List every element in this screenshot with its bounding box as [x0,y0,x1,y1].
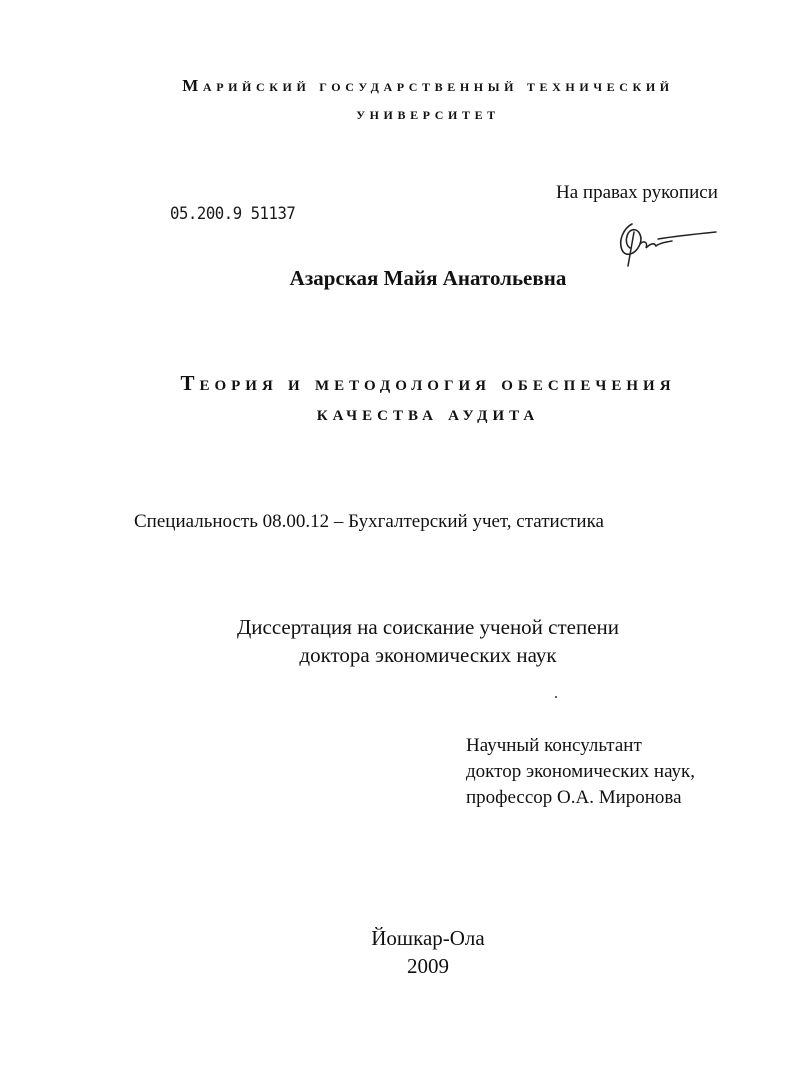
scientific-consultant [466,733,695,811]
university-name [0,72,796,128]
manuscript-rights-label: На правах рукописи [556,182,718,203]
specialty: Специальность 08.00.12 – Бухгалтерский учет, статистика [134,511,604,532]
consultant-line3: профессор О.А. Миронова [466,787,682,808]
place-and-year [0,924,796,980]
registry-number [170,204,295,224]
dissertation-title-line2: качества аудита [316,401,540,425]
signature-icon [610,214,720,270]
registry-number-text: 05.200.9 51137 [170,204,296,224]
university-name-line1: Марийский государственный технический [182,76,674,95]
author-name: Азарская Майя Анатольевна [289,266,567,290]
year: 2009 [407,954,449,978]
degree-statement-line2: доктора экономических наук [299,643,557,667]
university-name-line2: университет [356,104,500,123]
city: Йошкар-Ола [371,926,485,950]
dissertation-title [0,368,796,428]
stray-mark [555,696,557,698]
consultant-line2: доктор экономических наук, [466,761,696,782]
consultant-line1: Научный консультант [466,735,642,756]
degree-statement-line1: Диссертация на соискание ученой степени [236,615,620,639]
degree-statement [0,613,796,669]
dissertation-title-line1: Теория и методология обеспечения [180,371,676,395]
